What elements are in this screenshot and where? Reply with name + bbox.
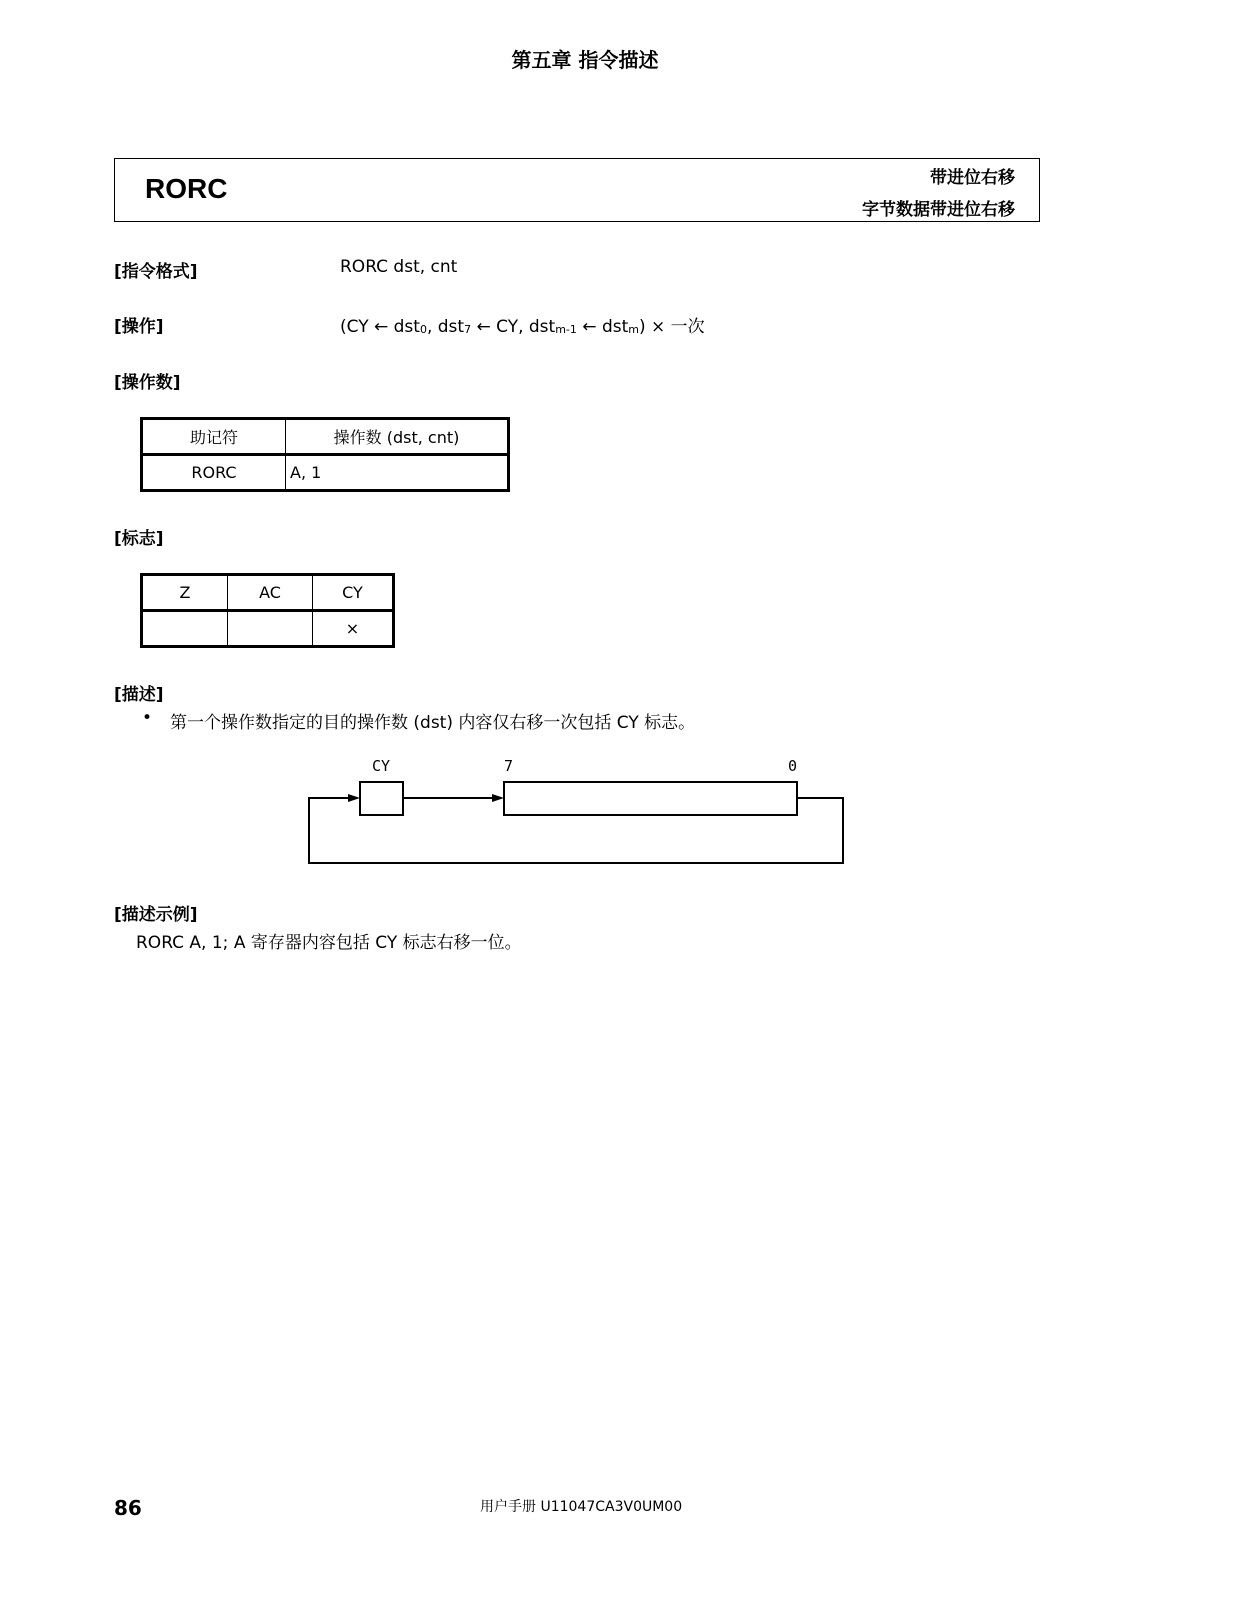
- rotation-diagram: [300, 750, 860, 875]
- instruction-title-line1: 带进位右移: [930, 168, 1015, 188]
- page-number: 86: [114, 1496, 142, 1520]
- instruction-name: RORC: [145, 173, 228, 204]
- flag-value-z: [142, 611, 228, 647]
- format-label: [指令格式]: [114, 262, 198, 282]
- example-text: RORC A, 1; A 寄存器内容包括 CY 标志右移一位。: [136, 933, 522, 953]
- operation-sub: 0: [419, 323, 427, 336]
- flag-header-ac: AC: [228, 575, 313, 611]
- diagram-bit-low: 0: [788, 757, 798, 775]
- bullet-icon: •: [142, 708, 153, 728]
- flag-header-cy: CY: [313, 575, 394, 611]
- description-text: 第一个操作数指定的目的操作数 (dst) 内容仅右移一次包括 CY 标志。: [170, 713, 696, 733]
- diagram-loop-line: [309, 798, 843, 863]
- description-label: [描述]: [114, 685, 164, 705]
- chapter-title: 第五章 指令描述: [511, 48, 659, 72]
- operands-table: [140, 417, 510, 492]
- flag-value-ac: [228, 611, 313, 647]
- operands-row-mnemonic: RORC: [142, 455, 286, 491]
- diagram-cy-box: [360, 782, 403, 815]
- flag-value-cy: ×: [313, 611, 394, 647]
- operation-part: ← dst: [576, 317, 629, 337]
- footer-manual-text: 用户手册 U11047CA3V0UM00: [480, 1499, 683, 1515]
- operation-part: , dst: [426, 317, 465, 337]
- operation-part: (CY ← dst: [340, 317, 420, 337]
- operation-value: [340, 312, 705, 337]
- flag-header-z: Z: [142, 575, 228, 611]
- instruction-title-line2: 字节数据带进位右移: [862, 200, 1015, 220]
- operation-sub: m: [628, 323, 639, 336]
- example-label: [描述示例]: [114, 905, 198, 925]
- operation-sub: 7: [464, 323, 472, 336]
- diagram-arrow-icon: [492, 794, 504, 802]
- format-value: RORC dst, cnt: [340, 257, 458, 277]
- instruction-header-box: [114, 158, 1040, 222]
- operands-header-operand: 操作数 (dst, cnt): [286, 419, 509, 455]
- operation-part: ) × 一次: [639, 317, 705, 337]
- operands-row-operand: A, 1: [286, 455, 509, 491]
- operands-header-mnemonic: 助记符: [142, 419, 286, 455]
- diagram-register-box: [504, 782, 797, 815]
- operands-label: [操作数]: [114, 373, 181, 393]
- diagram-arrow-icon: [348, 794, 360, 802]
- flags-table: [140, 573, 395, 648]
- diagram-cy-label: CY: [372, 757, 391, 775]
- flags-label: [标志]: [114, 529, 164, 549]
- diagram-bit-high: 7: [504, 757, 514, 775]
- operation-sub: m-1: [555, 323, 577, 336]
- operation-label: [操作]: [114, 317, 164, 337]
- operation-part: ← CY, dst: [471, 317, 556, 337]
